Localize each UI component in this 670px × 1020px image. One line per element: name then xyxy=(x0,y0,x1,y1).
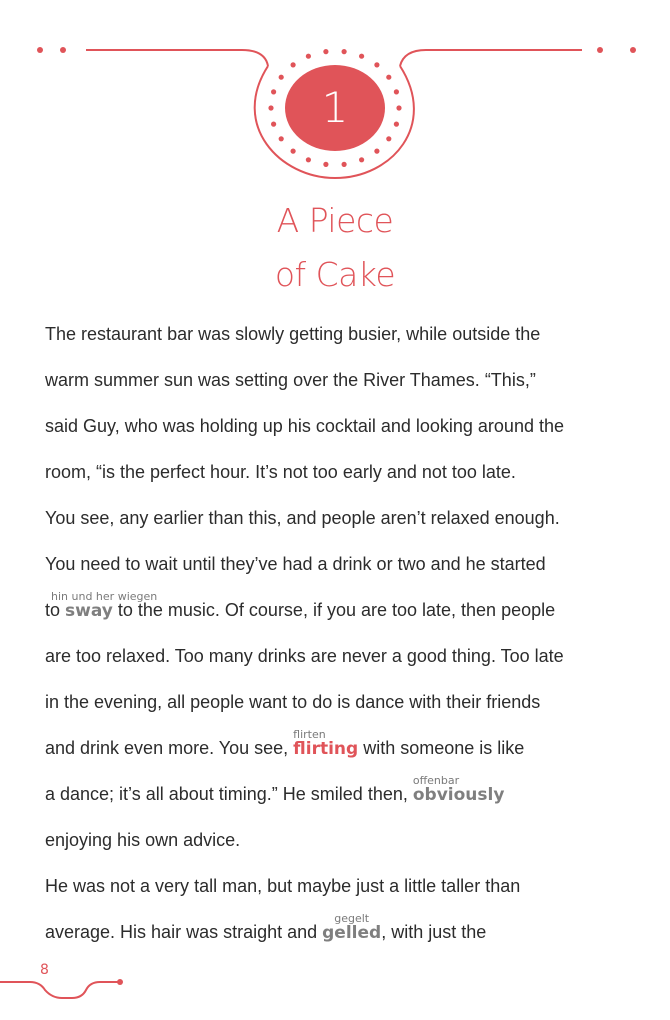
line-text: to the music. Of course, if you are too late, then people xyxy=(112,600,556,620)
line-text: to xyxy=(45,600,66,620)
ring-dot xyxy=(386,75,391,80)
ring-dot xyxy=(342,49,347,54)
text-line: said Guy, who was holding up his cocktail and looking around the xyxy=(45,416,564,436)
border-dot xyxy=(630,47,636,53)
line-text: with someone is like xyxy=(358,738,525,758)
header-curve xyxy=(86,50,268,66)
ring-dot xyxy=(279,136,284,141)
text-line: enjoying his own advice. xyxy=(45,830,241,850)
page-number: 8 xyxy=(40,962,49,978)
ring-dot xyxy=(396,105,401,110)
ring-dot xyxy=(306,157,311,162)
ring-dot xyxy=(394,89,399,94)
ring-dot xyxy=(291,149,296,154)
text-line: You see, any earlier than this, and people aren’t relaxed enough. xyxy=(45,508,560,528)
text-line xyxy=(45,590,556,622)
ring-dot xyxy=(394,122,399,127)
ring-dot xyxy=(291,62,296,67)
line-text: a dance; it’s all about timing.” He smiled then, xyxy=(45,784,413,804)
gloss-gelled: gegelt xyxy=(334,912,370,925)
ring-dot xyxy=(359,157,364,162)
ring-dot xyxy=(342,162,347,167)
border-dot xyxy=(60,47,66,53)
text-line: are too relaxed. Too many drinks are never a good thing. Too late xyxy=(45,646,564,666)
text-line xyxy=(45,728,525,760)
ring-dot xyxy=(271,89,276,94)
ring-dot xyxy=(374,149,379,154)
ring-dot xyxy=(386,136,391,141)
ring-dot xyxy=(306,54,311,59)
ring-dot xyxy=(279,75,284,80)
line-text: and drink even more. You see, xyxy=(45,738,294,758)
text-line: warm summer sun was setting over the River Thames. “This,” xyxy=(45,370,536,390)
ring-dot xyxy=(374,62,379,67)
ring-dot xyxy=(271,122,276,127)
vocab-word-text: obviously xyxy=(412,785,505,805)
ring-dot xyxy=(323,162,328,167)
gloss-flirting: flirten xyxy=(293,728,326,741)
ring-dot xyxy=(359,54,364,59)
text-line: He was not a very tall man, but maybe just a little taller than xyxy=(45,876,521,896)
text-line: The restaurant bar was slowly getting busier, while outside the xyxy=(45,324,541,344)
chapter-number: 1 xyxy=(321,83,349,132)
ring-dot xyxy=(323,49,328,54)
ring-dot xyxy=(268,105,273,110)
border-dot xyxy=(37,47,43,53)
line-text: average. His hair was straight and xyxy=(45,922,323,942)
footer-curve xyxy=(0,982,118,998)
text-line xyxy=(45,912,487,944)
chapter-title-line-1: A Piece xyxy=(276,201,394,240)
text-line: You need to wait until they’ve had a drink or two and he started xyxy=(45,554,546,574)
text-line: in the evening, all people want to do is dance with their friends xyxy=(45,692,541,712)
header-curve xyxy=(400,50,582,66)
chapter-title-line-2: of Cake xyxy=(274,255,396,294)
border-dot xyxy=(597,47,603,53)
footer-dot xyxy=(117,979,123,985)
vocab-word-obviously xyxy=(412,774,505,806)
text-line xyxy=(45,774,505,806)
gloss-obviously: offenbar xyxy=(412,774,460,787)
vocab-word-gelled xyxy=(322,912,382,944)
vocab-word-text: gelled xyxy=(322,923,382,943)
vocab-word-text: flirting xyxy=(293,739,359,759)
line-text: , with just the xyxy=(381,922,487,942)
vocab-word-flirting xyxy=(293,728,359,760)
gloss-sway: hin und her wiegen xyxy=(51,590,158,603)
vocab-word-text: sway xyxy=(65,601,113,621)
text-line: room, “is the perfect hour. It’s not too early and not too late. xyxy=(45,462,516,482)
